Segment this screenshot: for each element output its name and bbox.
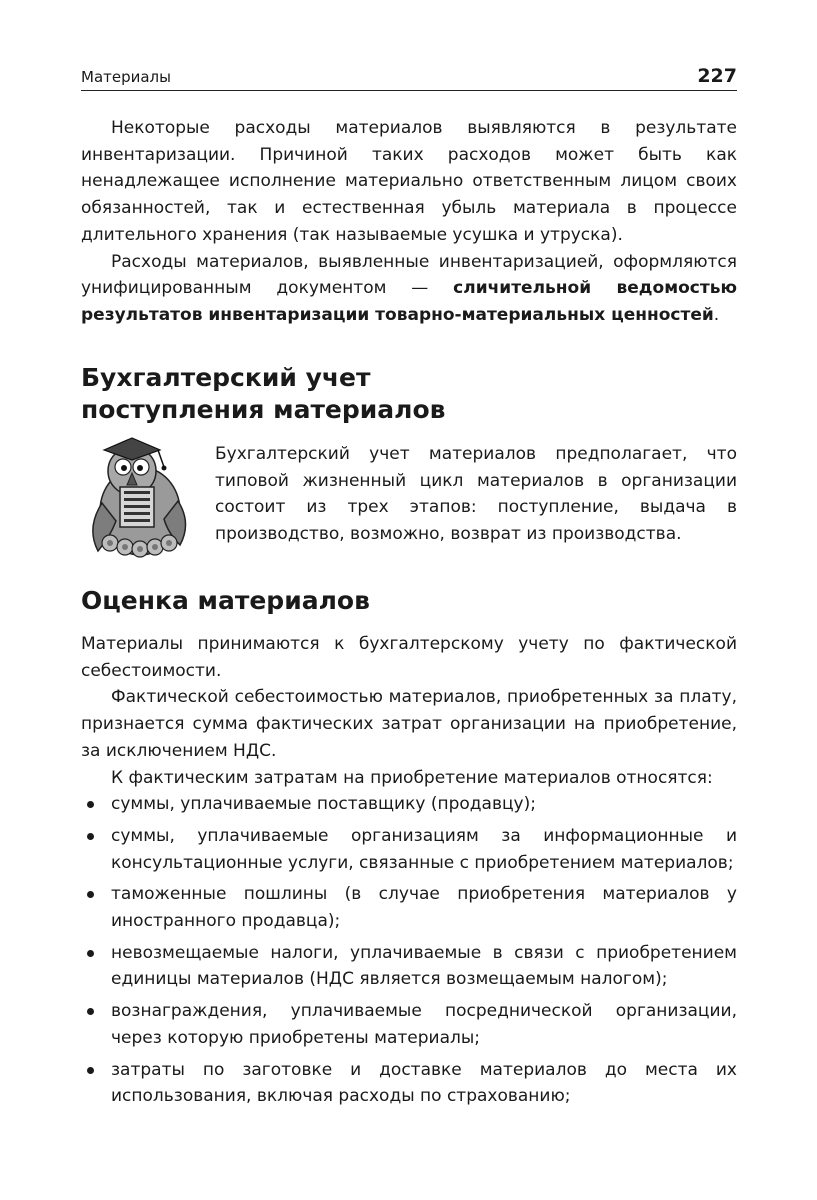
- list-item-text: вознаграждения, уплачиваемые посреднической организации, через которую приобретены материалы;: [111, 1001, 737, 1048]
- valuation-paragraph-2: Фактической себестоимостью материалов, приобретенных за плату, признается сумма фактических затрат организации на приобретение, за исключением НДС.: [81, 687, 737, 761]
- section-heading-valuation: Оценка материалов: [81, 586, 370, 615]
- bullet-dot: [87, 1008, 94, 1015]
- intro-paragraph-2-start: Расходы материалов, выявленные инвентаризацией, оформляются унифицированным документом —: [81, 251, 737, 299]
- section-heading-accounting: [81, 362, 445, 426]
- list-item: [81, 881, 737, 934]
- bullet-dot: [87, 1067, 94, 1074]
- list-item-text: суммы, уплачиваемые поставщику (продавцу);: [111, 794, 536, 815]
- section-heading-accounting-line-1: Бухгалтерский учет: [81, 363, 371, 392]
- list-item: [81, 823, 737, 876]
- cost-items-list: [81, 791, 737, 1110]
- bullet-dot: [87, 801, 94, 808]
- list-item: [81, 940, 737, 993]
- running-header-title: Материалы: [81, 68, 171, 86]
- list-item-text: таможенные пошлины (в случае приобретения материалов у иностранного продавца);: [111, 884, 737, 932]
- page-number: 227: [697, 65, 737, 87]
- intro-paragraph-2-end: .: [713, 304, 720, 325]
- list-item-text: затраты по заготовке и доставке материалов до места их использования, включая расходы по страхованию;: [111, 1059, 737, 1107]
- owl-accountant-illustration: [80, 433, 195, 561]
- list-item: [81, 791, 737, 818]
- intro-paragraph-2-bold: сличительной ведомостью результатов инвентаризации товарно-материальных ценностей: [81, 278, 737, 325]
- section-accounting-text: Бухгалтерский учет материалов предполагает, что типовой жизненный цикл материалов в организации состоит из трех этапов: поступление, выдача в производство, возможно, возврат из производства.: [215, 444, 737, 545]
- bullet-dot: [87, 891, 94, 898]
- section-heading-accounting-line-2: поступления материалов: [81, 395, 446, 424]
- list-item-text: суммы, уплачиваемые организациям за информационные и консультационные услуги, связанные с приобретением материалов;: [111, 825, 737, 873]
- bullet-dot: [87, 833, 94, 840]
- intro-paragraph-2: [81, 249, 737, 329]
- valuation-paragraph-3: К фактическим затратам на приобретение материалов относятся:: [111, 767, 713, 788]
- valuation-paragraph-1: Материалы принимаются к бухгалтерскому учету по фактической себестоимости.: [81, 634, 737, 681]
- bullet-dot: [87, 950, 94, 957]
- list-item-text: невозмещаемые налоги, уплачиваемые в связи с приобретением единицы материалов (НДС является возмещаемым налогом);: [111, 942, 737, 990]
- valuation-block: [81, 631, 737, 1115]
- running-header: [81, 64, 737, 91]
- intro-paragraph-1: Некоторые расходы материалов выявляются в результате инвентаризации. Причиной таких расходов может быть как ненадлежащее исполнение материально ответственным лицом своих обязанностей, так и естественная убыль материала в процессе длительного хранения (так называемые усушка и утруска).: [81, 118, 737, 245]
- list-item: [81, 998, 737, 1051]
- intro-block: [81, 115, 737, 329]
- list-item: [81, 1057, 737, 1110]
